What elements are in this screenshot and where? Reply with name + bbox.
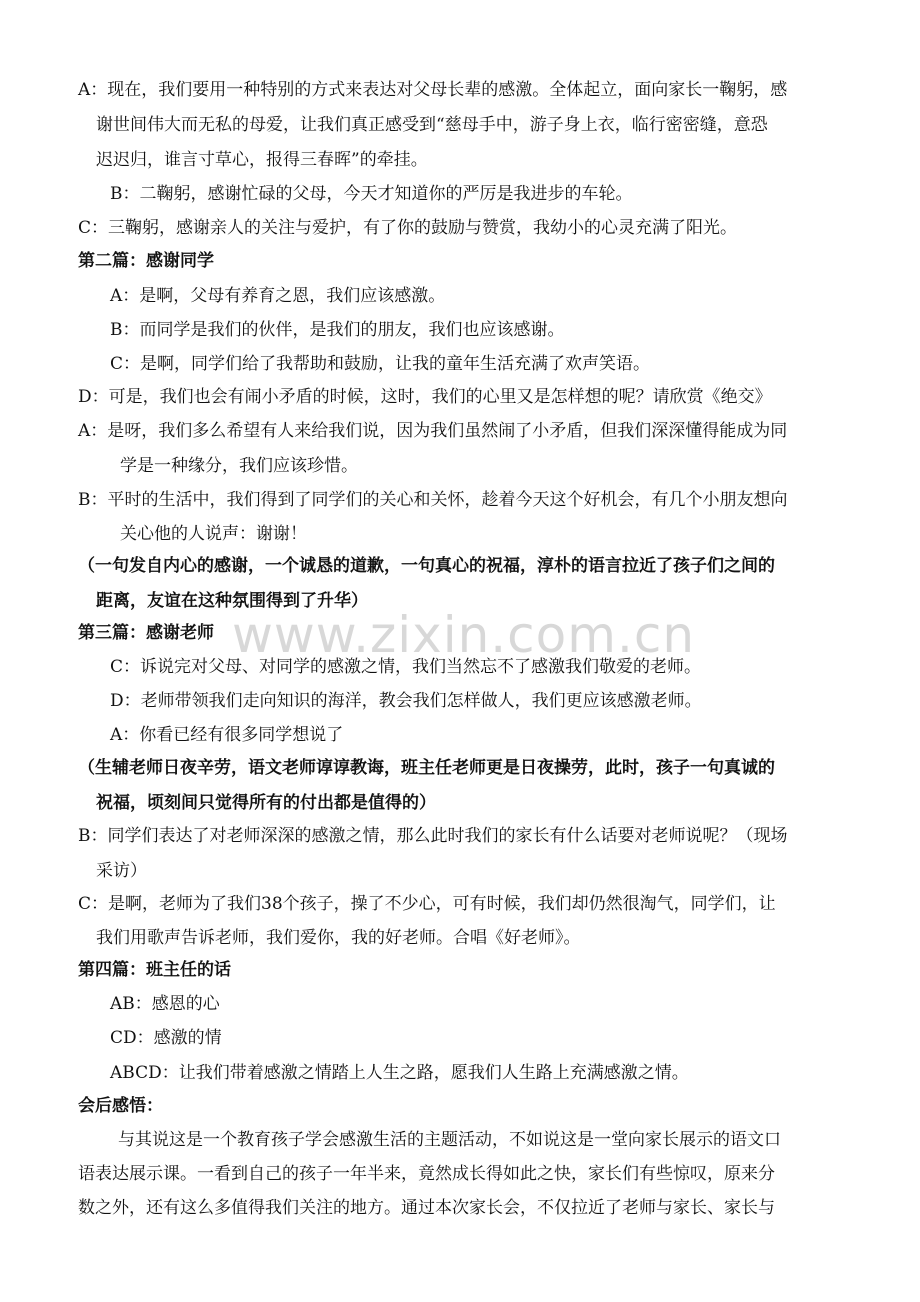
commentary-line: （生辅老师日夜辛劳，语文老师谆谆教诲，班主任老师更是日夜操劳，此时，孩子一句真诚的 bbox=[78, 758, 775, 778]
dialogue-line: 学是一种缘分，我们应该珍惜。 bbox=[120, 456, 358, 476]
dialogue-line: A：是啊，父母有养育之恩，我们应该感激。 bbox=[110, 286, 446, 306]
dialogue-line: 迟迟归，谁言寸草心，报得三春晖”的牵挂。 bbox=[96, 150, 428, 170]
dialogue-line: C：是啊，同学们给了我帮助和鼓励，让我的童年生活充满了欢声笑语。 bbox=[110, 354, 651, 374]
commentary-line: （一句发自内心的感谢，一个诚恳的道歉，一句真心的祝福，淳朴的语言拉近了孩子们之间的 bbox=[78, 556, 775, 576]
commentary-line: 距离，友谊在这种氛围得到了升华） bbox=[96, 591, 368, 611]
dialogue-line: 谢世间伟大而无私的母爱，让我们真正感受到“慈母手中，游子身上衣，临行密密缝，意恐 bbox=[96, 115, 768, 135]
dialogue-line: CD：感激的情 bbox=[110, 1028, 222, 1048]
dialogue-line: B：平时的生活中，我们得到了同学们的关心和关怀，趁着今天这个好机会，有几个小朋友想向 bbox=[78, 490, 788, 510]
paragraph-line: 语表达展示课。一看到自己的孩子一年半来，竟然成长得如此之快，家长们有些惊叹，原来分 bbox=[78, 1164, 775, 1184]
dialogue-line: D：可是，我们也会有闹小矛盾的时候，这时，我们的心里又是怎样想的呢？请欣赏《绝交》 bbox=[78, 387, 772, 407]
section-heading: 会后感悟： bbox=[78, 1096, 163, 1116]
dialogue-line: ABCD：让我们带着感激之情踏上人生之路，愿我们人生路上充满感激之情。 bbox=[110, 1063, 689, 1083]
section-heading: 第三篇：感谢老师 bbox=[78, 623, 214, 643]
commentary-line: 祝福，顷刻间只觉得所有的付出都是值得的） bbox=[96, 793, 436, 813]
dialogue-line: C：诉说完对父母、对同学的感激之情，我们当然忘不了感激我们敬爱的老师。 bbox=[110, 657, 702, 677]
dialogue-line: AB：感恩的心 bbox=[110, 994, 220, 1014]
dialogue-line: A：是呀，我们多么希望有人来给我们说，因为我们虽然闹了小矛盾，但我们深深懂得能成为同 bbox=[78, 421, 788, 441]
watermark: www.zixin.com.cn bbox=[232, 606, 696, 664]
dialogue-line: A：你看已经有很多同学想说了 bbox=[110, 725, 344, 745]
dialogue-line: 我们用歌声告诉老师，我们爱你，我的好老师。合唱《好老师》。 bbox=[96, 928, 581, 948]
section-heading: 第二篇：感谢同学 bbox=[78, 251, 214, 271]
paragraph-line: 与其说这是一个教育孩子学会感激生活的主题活动，不如说这是一堂向家长展示的语文口 bbox=[118, 1130, 781, 1150]
section-heading: 第四篇：班主任的话 bbox=[78, 960, 231, 980]
dialogue-line: 采访） bbox=[96, 861, 147, 881]
dialogue-line: B：而同学是我们的伙伴，是我们的朋友，我们也应该感谢。 bbox=[110, 320, 565, 340]
dialogue-line: B：同学们表达了对老师深深的感激之情，那么此时我们的家长有什么话要对老师说呢？（现场 bbox=[78, 826, 788, 846]
dialogue-line: 关心他的人说声：谢谢！ bbox=[120, 524, 307, 544]
dialogue-line: C：是啊，老师为了我们38个孩子，操了不少心，可有时候，我们却仍然很淘气，同学们，让 bbox=[78, 894, 776, 914]
dialogue-line: A：现在，我们要用一种特别的方式来表达对父母长辈的感激。全体起立，面向家长一鞠躬，感 bbox=[78, 80, 788, 100]
dialogue-line: B：二鞠躬，感谢忙碌的父母，今天才知道你的严厉是我进步的车轮。 bbox=[110, 184, 633, 204]
dialogue-line: D：老师带领我们走向知识的海洋，教会我们怎样做人，我们更应该感激老师。 bbox=[110, 691, 702, 711]
paragraph-line: 数之外，还有这么多值得我们关注的地方。通过本次家长会，不仅拉近了老师与家长、家长与 bbox=[78, 1198, 775, 1218]
dialogue-line: C：三鞠躬，感谢亲人的关注与爱护，有了你的鼓励与赞赏，我幼小的心灵充满了阳光。 bbox=[78, 218, 738, 238]
